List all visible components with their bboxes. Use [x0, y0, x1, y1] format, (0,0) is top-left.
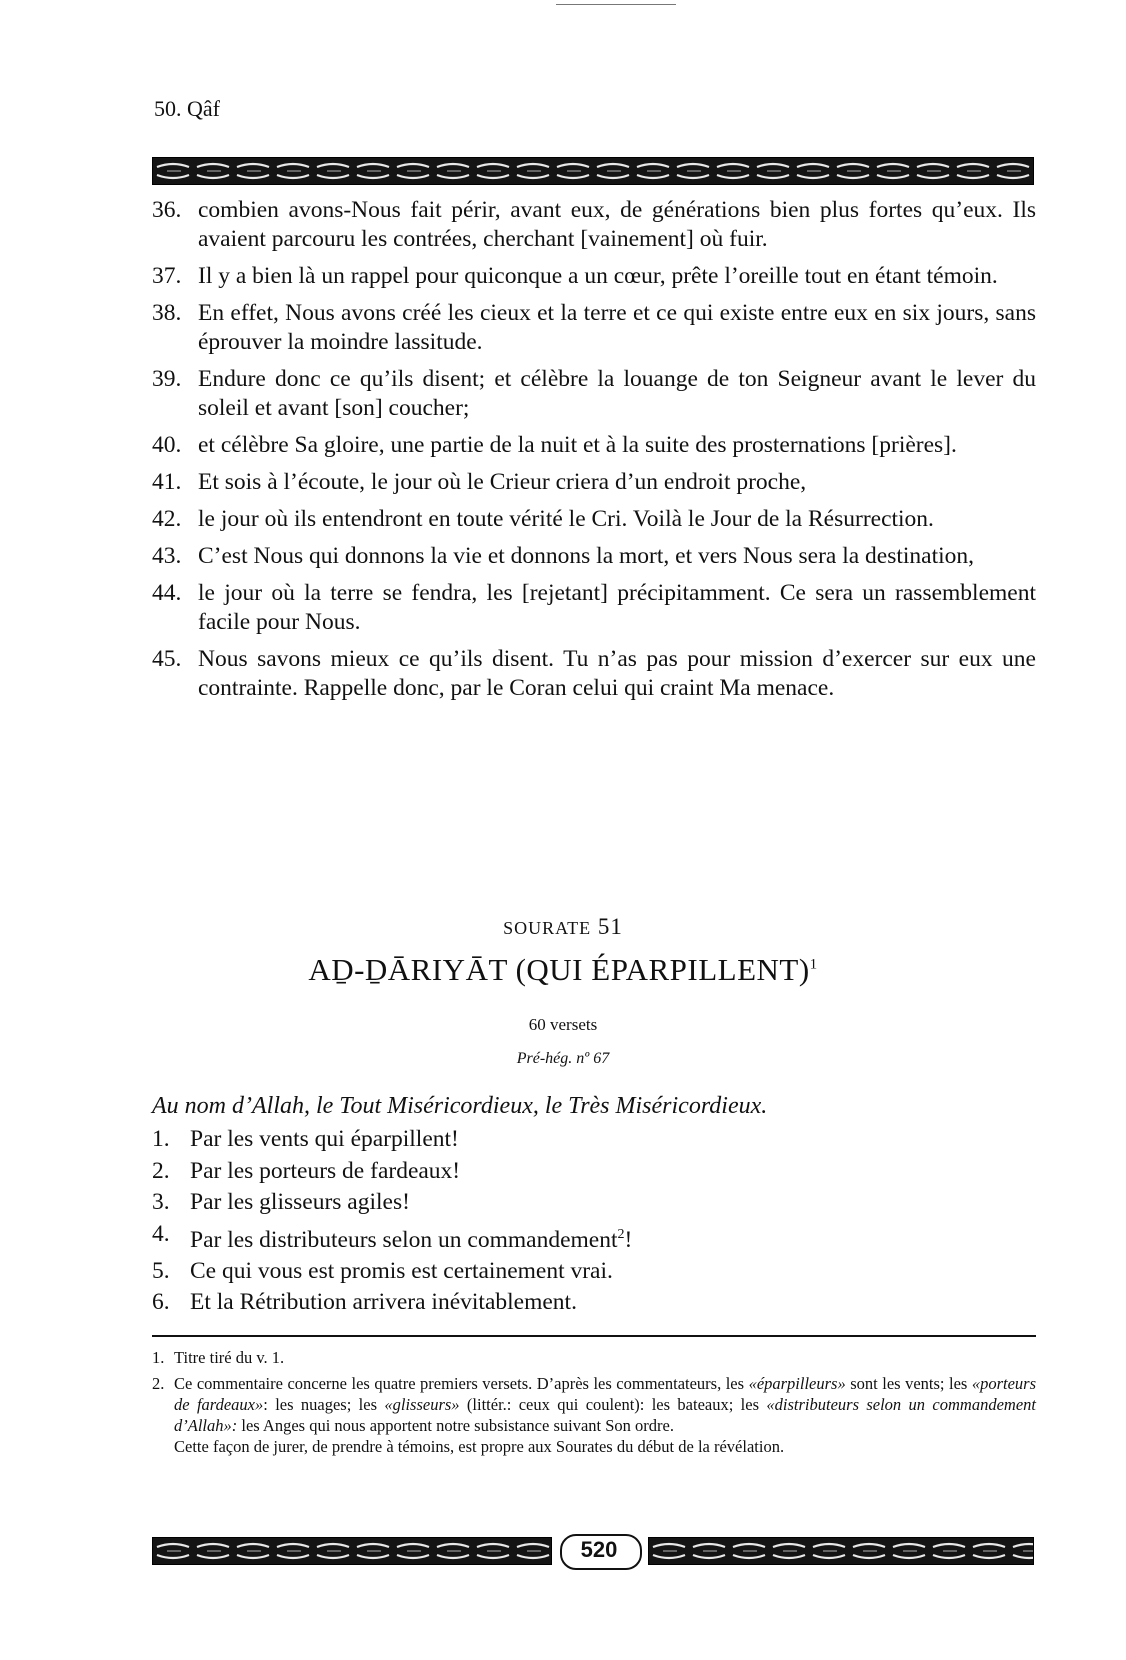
verse-text: combien avons-Nous fait périr, avant eux, de générations bien plus fortes qu’eux. Ils avaient parcouru les contrées, cherchant [vainement] où fuir.	[198, 197, 1036, 252]
sourate-heading	[0, 914, 1126, 940]
footnote-2	[152, 1373, 1036, 1457]
verse-number: 6.	[152, 1289, 170, 1316]
verse-number: 40.	[152, 432, 182, 458]
verse-45	[152, 645, 1036, 703]
verse-1	[152, 1124, 632, 1156]
footnote-number: 1.	[152, 1348, 165, 1367]
footnote-text-part: (littér.: ceux qui coulent): les bateaux; les	[459, 1395, 767, 1414]
footnote-ref-1: 1	[809, 956, 818, 973]
footnote-text-part: Ce commentaire concerne les quatre premiers versets. D’après les commentateurs, les	[174, 1374, 749, 1393]
footnote-text-extra: Cette façon de jurer, de prendre à témoins, est propre aux Sourates du début de la révélation.	[174, 1437, 785, 1456]
verse-6	[152, 1287, 632, 1319]
top-edge-line	[556, 4, 676, 5]
verse-2	[152, 1156, 632, 1188]
verse-number: 43.	[152, 543, 182, 569]
verse-text: le jour où ils entendront en toute vérité le Cri. Voilà le Jour de la Résurrection.	[198, 506, 934, 532]
verse-text: C’est Nous qui donnons la vie et donnons la mort, et vers Nous sera la destination,	[198, 543, 975, 569]
basmala: Au nom d’Allah, le Tout Miséricordieux, le Très Miséricordieux.	[152, 1093, 768, 1119]
verse-36	[152, 196, 1036, 254]
chain-ornament-bottom-right	[649, 1538, 1033, 1564]
ornamental-band-bottom-right	[648, 1537, 1034, 1565]
verse-3	[152, 1187, 632, 1219]
chain-ornament-top	[153, 158, 1033, 184]
versets-count: 60 versets	[528, 1015, 598, 1034]
footnotes	[152, 1347, 1036, 1462]
verse-list-sura-51	[152, 1124, 632, 1319]
footnote-rule	[152, 1335, 1036, 1337]
footnote-text-part: : les nuages; les	[263, 1395, 385, 1414]
footnote-text	[174, 1373, 1036, 1436]
verse-number: 38.	[152, 300, 182, 326]
sourate-title-text: AḎ-ḎĀRIYĀT (QUI ÉPARPILLENT)	[308, 952, 810, 987]
verse-text: Et la Rétribution arrivera inévitablement.	[190, 1289, 577, 1316]
verse-text: Nous savons mieux ce qu’ils disent. Tu n’as pas pour mission d’exercer sur eux une contrainte. Rappelle donc, par le Coran celui qui craint Ma menace.	[198, 646, 1036, 701]
chain-ornament-bottom-left	[153, 1538, 551, 1564]
verse-number: 3.	[152, 1189, 170, 1215]
footnote-text: Titre tiré du v. 1.	[174, 1348, 285, 1367]
verse-37	[152, 262, 1036, 291]
verse-number: 44.	[152, 580, 182, 606]
verse-text: le jour où la terre se fendra, les [rejetant] précipitamment. Ce sera un rassemblement facile pour Nous.	[198, 580, 1036, 635]
verse-text: Par les vents qui éparpillent!	[190, 1126, 459, 1152]
verse-text: Il y a bien là un rappel pour quiconque a un cœur, prête l’oreille tout en étant témoin.	[198, 263, 998, 289]
verse-number: 45.	[152, 646, 182, 672]
verse-text-end: !	[624, 1226, 633, 1253]
verse-list-sura-50	[152, 196, 1036, 711]
footnote-quote: «porteurs de fardeaux»	[174, 1374, 1036, 1414]
verse-4	[152, 1219, 632, 1256]
verse-number: 41.	[152, 469, 182, 495]
sourate-number: 51	[597, 914, 623, 939]
ornamental-band-bottom-left	[152, 1537, 552, 1565]
verse-number: 1.	[152, 1126, 170, 1152]
verse-text: Endure donc ce qu’ils disent; et célèbre la louange de ton Seigneur avant le lever du soleil et avant [son] coucher;	[198, 366, 1036, 421]
verse-text: et célèbre Sa gloire, une partie de la nuit et à la suite des prosternations [prières].	[198, 432, 957, 458]
verse-text: En effet, Nous avons créé les cieux et la terre et ce qui existe entre eux en six jours, sans éprouver la moindre lassitude.	[198, 300, 1036, 355]
verse-5	[152, 1256, 632, 1288]
verse-43	[152, 542, 1036, 571]
verse-text: Par les porteurs de fardeaux!	[190, 1157, 461, 1184]
verse-number: 2.	[152, 1157, 170, 1184]
verse-number: 39.	[152, 366, 182, 392]
footnote-quote: «glisseurs»	[384, 1395, 460, 1414]
page-number: 520	[580, 1537, 618, 1562]
verse-text: Ce qui vous est promis est certainement vrai.	[190, 1257, 613, 1284]
verse-text: Et sois à l’écoute, le jour où le Crieur criera d’un endroit proche,	[198, 469, 807, 495]
verse-text: Par les distributeurs selon un commandement	[190, 1226, 618, 1253]
verse-44	[152, 579, 1036, 637]
sourate-title	[0, 952, 1126, 988]
verse-39	[152, 365, 1036, 423]
verse-number: 36.	[152, 197, 182, 223]
verse-text: Par les glisseurs agiles!	[190, 1189, 410, 1215]
verse-42	[152, 505, 1036, 534]
verse-number: 4.	[152, 1220, 170, 1247]
footnote-1	[152, 1347, 1036, 1368]
ornamental-band-top	[152, 157, 1034, 185]
footnote-quote: «éparpilleurs»	[748, 1374, 846, 1393]
sourate-label: SOURATE	[503, 918, 592, 938]
running-head: 50. Qâf	[154, 96, 220, 121]
verse-number: 37.	[152, 263, 182, 289]
verse-41	[152, 468, 1036, 497]
footnote-text-part: les Anges qui nous apportent notre subsistance suivant Son ordre.	[237, 1416, 674, 1435]
footnote-quote: «distributeurs selon un commandement d’Allah»:	[174, 1395, 1036, 1435]
verse-40	[152, 431, 1036, 460]
verse-number: 5.	[152, 1257, 170, 1284]
footnote-ref-2: 2	[617, 1226, 625, 1242]
verse-38	[152, 299, 1036, 357]
verse-number: 42.	[152, 506, 182, 532]
chronology: Pré-hég. nº 67	[516, 1050, 610, 1067]
footnote-text-part: sont les vents; les	[845, 1374, 972, 1393]
footnote-number: 2.	[152, 1374, 165, 1393]
